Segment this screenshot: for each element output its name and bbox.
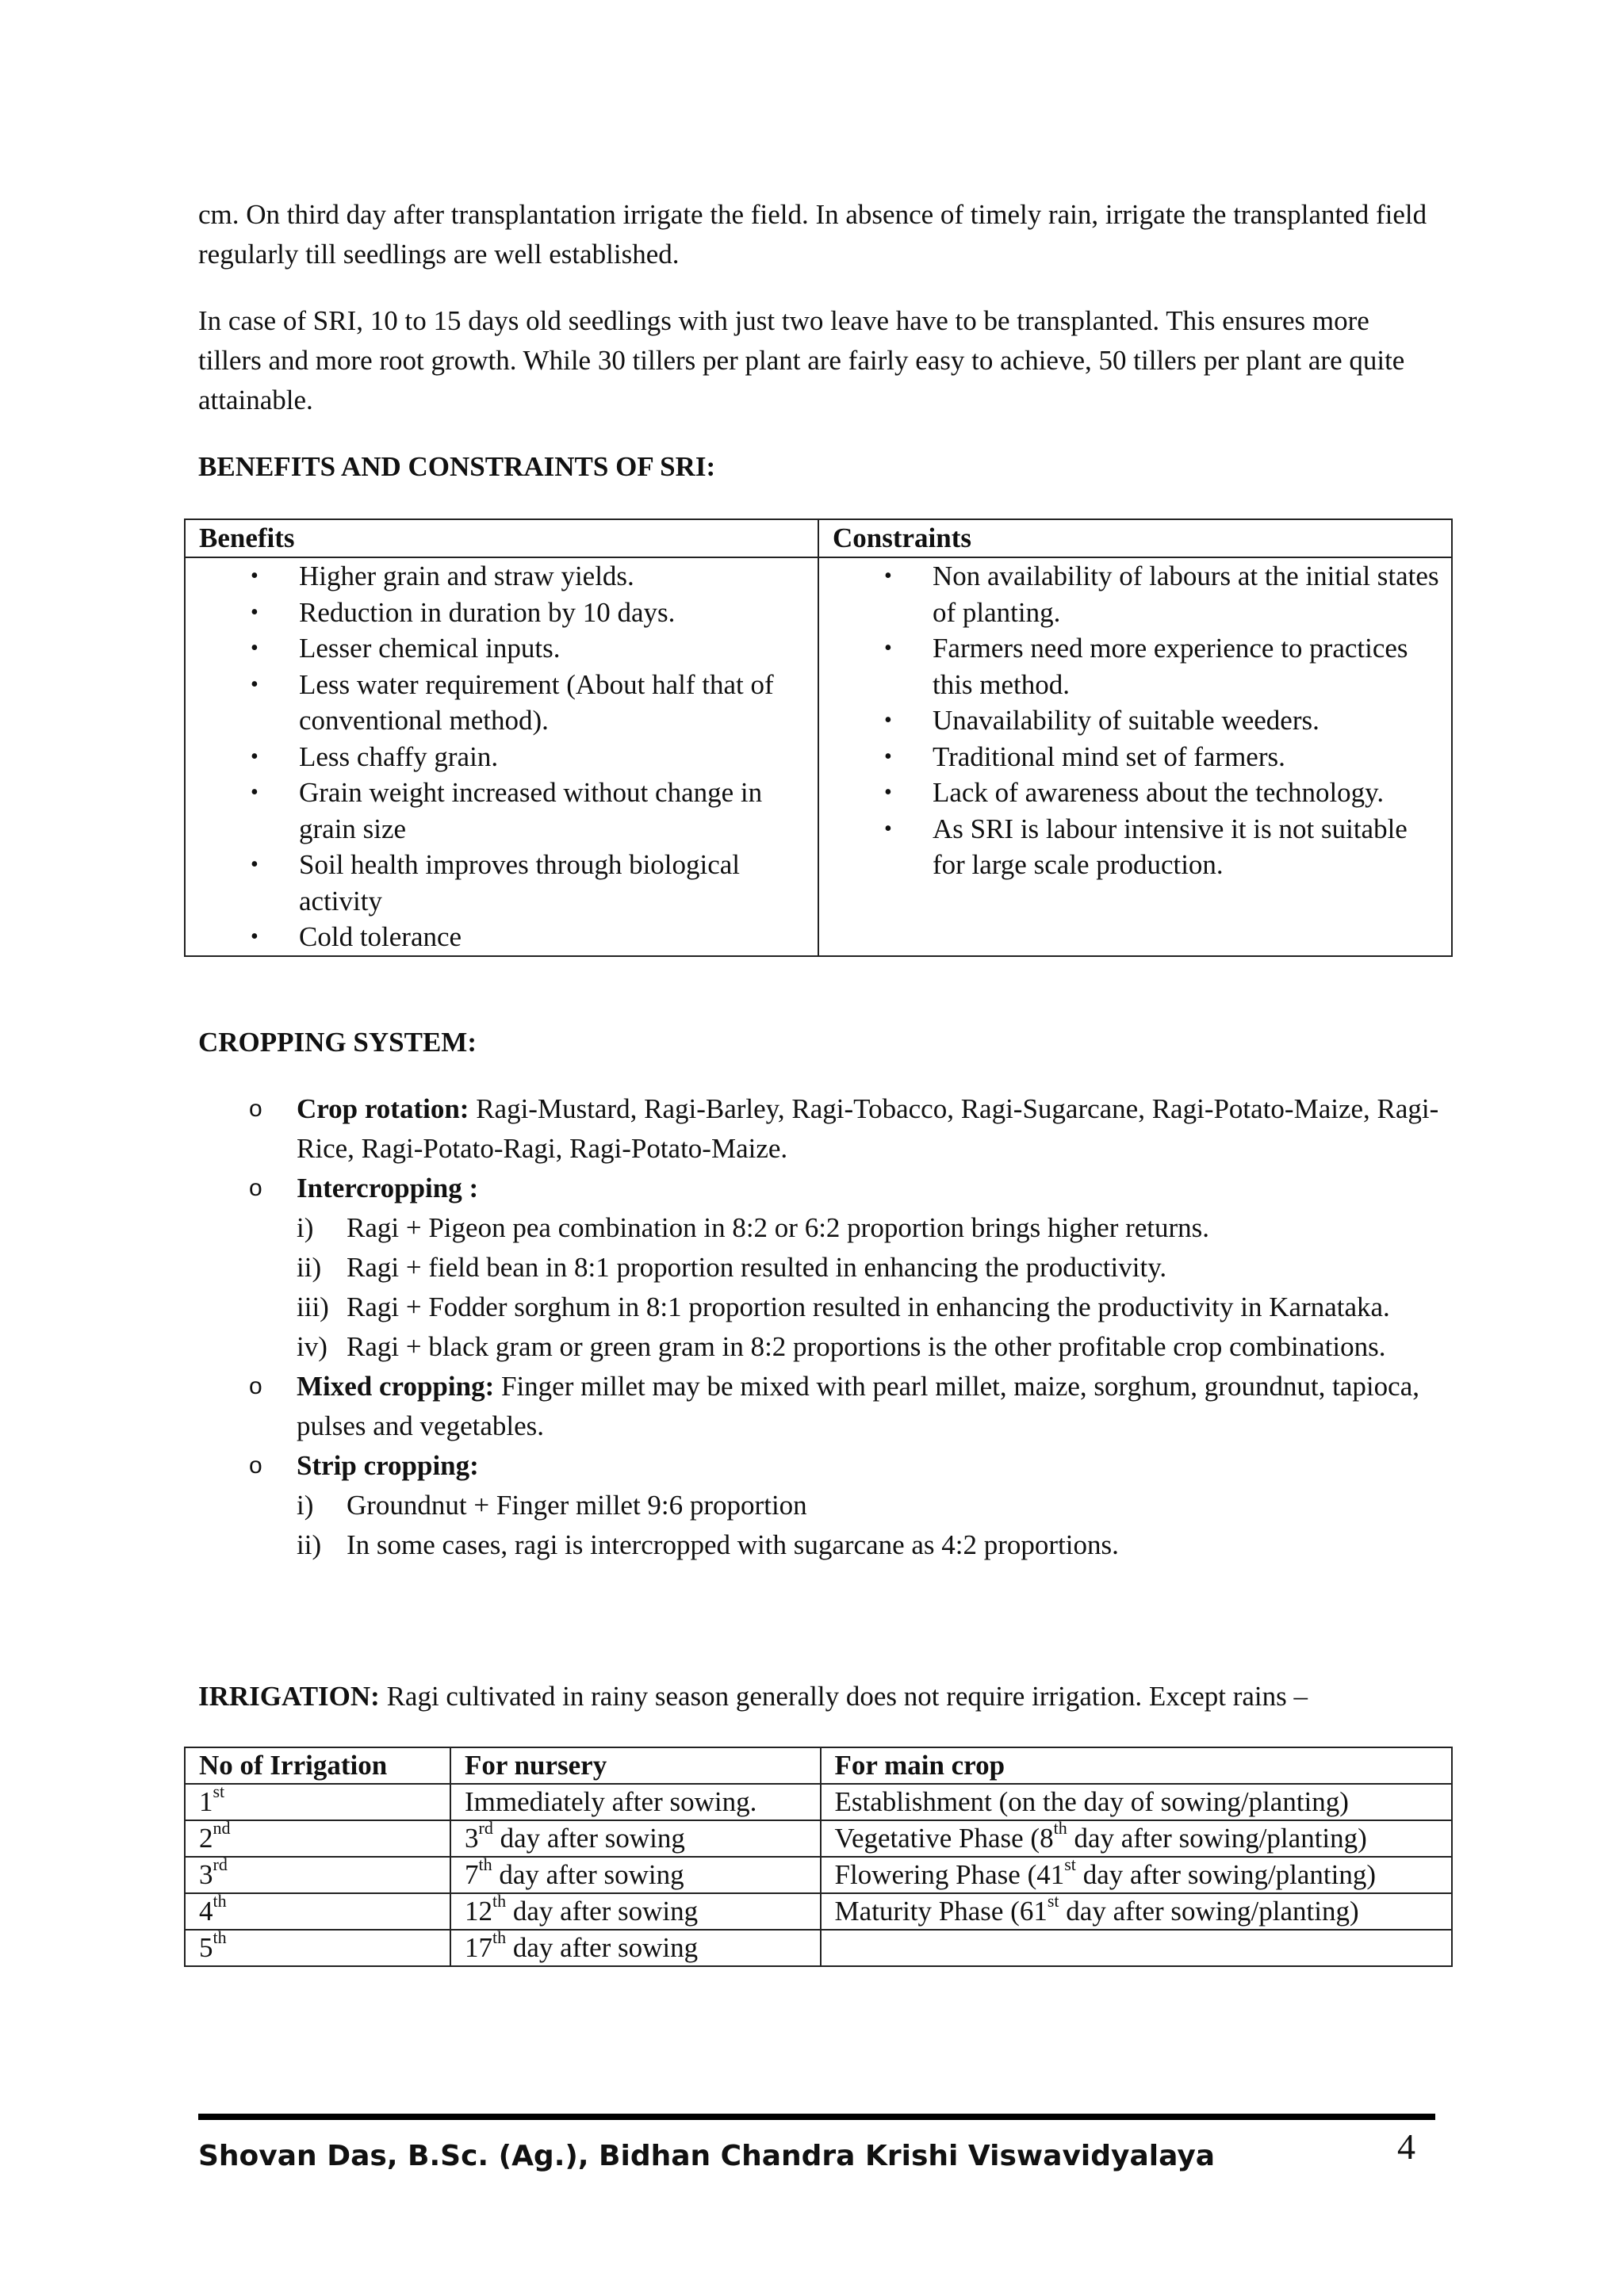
list-item [186,919,808,955]
item-text: Less water requirement (About half that of conventional method). [299,668,774,736]
irrigation-paragraph [198,1677,1308,1716]
list-item [297,1208,1467,1248]
item-text: Ragi + field bean in 8:1 proportion resulted in enhancing the productivity. [347,1252,1167,1283]
item-text: Grain weight increased without change in grain size [299,777,763,844]
main-crop-cell [821,1893,1452,1930]
cell-text: 17 [465,1932,493,1963]
benefits-list [186,558,808,955]
cell-text: 1 [199,1786,213,1817]
irrigation-header-no: No of Irrigation [185,1747,450,1784]
nursery-cell [450,1820,821,1857]
benefits-constraints-table [184,519,1453,957]
nursery-cell [450,1893,821,1930]
cell-text: day after sowing [492,1859,684,1890]
list-item [186,847,808,919]
list-item [297,1486,1467,1525]
irrigation-text: Ragi cultivated in rainy season generally does not require irrigation. Except rains – [379,1681,1308,1712]
list-item [819,558,1442,630]
benefits-header: Benefits [185,519,818,557]
list-item [186,667,808,739]
irrigation-header-nursery: For nursery [450,1747,821,1784]
main-crop-cell [821,1854,1452,1893]
item-text: Cold tolerance [299,921,462,952]
item-text: Lesser chemical inputs. [299,633,561,664]
item-text: Reduction in duration by 10 days. [299,596,676,628]
ordinal-suffix: st [1064,1854,1076,1875]
list-item [297,1288,1467,1327]
table-row [185,1784,1452,1820]
irrigation-number-cell [185,1893,450,1930]
crop-rotation-item [198,1089,1467,1169]
ordinal-suffix: rd [478,1818,493,1839]
irrigation-label: IRRIGATION: [198,1681,380,1712]
cell-text: 3 [465,1823,479,1854]
constraints-header: Constraints [818,519,1452,557]
ordinal-suffix: st [1047,1891,1059,1911]
item-text: Lack of awareness about the technology. [932,777,1385,808]
cell-text: Establishment (on the day of sowing/planting) [834,1786,1349,1817]
main-crop-cell [821,1820,1452,1857]
list-item [186,739,808,775]
item-text: In some cases, ragi is intercropped with sugarcane as 4:2 proportions. [347,1529,1119,1560]
table-row [185,1930,1452,1966]
list-marker: o [249,1373,262,1399]
cell-text: Immediately after sowing. [465,1786,757,1817]
bullet-icon: • [883,816,892,841]
intro-paragraph-2: In case of SRI, 10 to 15 days old seedlings with just two leave have to be transplanted. This ensures more tillers and more root growth. While 30 tillers per plant are fairly easy to achieve, 50 tillers per plant are quite attainable. [198,305,1405,415]
ordinal-suffix: th [213,1891,227,1911]
list-item [819,630,1442,702]
bullet-icon: • [251,599,259,625]
ordinal-suffix: st [213,1781,225,1802]
bullet-icon: • [251,636,259,660]
cell-text: day after sowing/planting) [1067,1823,1367,1854]
item-number: i) [297,1212,314,1243]
bullet-icon: • [883,708,892,733]
item-text: Ragi + Fodder sorghum in 8:1 proportion resulted in enhancing the productivity in Karnataka. [347,1292,1390,1322]
mixed-cropping-label: Mixed cropping: [297,1371,495,1402]
strip-cropping-list [297,1486,1467,1565]
ordinal-suffix: th [492,1891,507,1911]
list-item [297,1248,1467,1288]
bullet-icon: • [883,744,892,769]
crop-rotation-label: Crop rotation: [297,1093,469,1124]
list-item [819,775,1442,811]
item-text: Less chaffy grain. [299,740,499,772]
nursery-cell [450,1854,821,1893]
cell-text: 5 [199,1932,213,1963]
constraints-cell [818,557,1452,956]
irrigation-table-body [185,1781,1452,1966]
item-number: iv) [297,1331,327,1362]
intercropping-label: Intercropping : [297,1173,479,1203]
list-marker: o [249,1175,262,1201]
cell-text: 7 [465,1859,479,1890]
bullet-icon: • [251,564,259,588]
ordinal-suffix: th [492,1927,507,1948]
bullet-icon: • [883,636,892,660]
list-item [186,775,808,847]
cell-text: 2 [199,1823,213,1854]
cell-text: day after sowing/planting) [1075,1859,1377,1890]
ordinal-suffix: th [1053,1818,1067,1839]
list-marker: o [249,1096,262,1122]
irrigation-header-main: For main crop [821,1747,1452,1784]
item-text: Farmers need more experience to practices this method. [932,633,1408,700]
constraints-list [819,558,1442,883]
item-text: Ragi + Pigeon pea combination in 8:2 or 6:2 proportion brings higher returns. [347,1212,1210,1243]
item-text: Groundnut + Finger millet 9:6 proportion [347,1490,807,1521]
bullet-icon: • [251,924,259,949]
benefits-cell [185,557,818,956]
cell-text: day after sowing [492,1823,685,1854]
bullet-icon: • [883,780,892,805]
nursery-cell [450,1784,821,1820]
item-number: iii) [297,1292,329,1322]
mixed-cropping-item [198,1367,1467,1446]
intercropping-list [297,1208,1467,1367]
irrigation-number-cell [185,1781,450,1820]
list-item [297,1525,1467,1565]
irrigation-number-cell [185,1820,450,1857]
cell-text: Flowering Phase (41 [834,1859,1065,1890]
ordinal-suffix: th [478,1854,492,1875]
strip-cropping-item [198,1446,1467,1565]
cell-text: day after sowing [506,1896,699,1927]
item-text: As SRI is labour intensive it is not suitable for large scale production. [932,813,1408,880]
nursery-cell [450,1927,821,1966]
table-row [185,1820,1452,1857]
list-marker: o [249,1452,262,1479]
cell-text: 12 [465,1896,493,1927]
bullet-icon: • [883,564,892,588]
strip-cropping-label: Strip cropping: [297,1450,479,1481]
cell-text: Maturity Phase (61 [834,1896,1048,1927]
item-number: ii) [297,1529,322,1560]
item-text: Soil health improves through biological activity [299,849,741,916]
ordinal-suffix: nd [213,1818,231,1839]
mixed-cropping-text: Finger millet may be mixed with pearl millet, maize, sorghum, groundnut, tapioca, pulses and vegetables. [297,1371,1419,1441]
list-item [819,739,1442,775]
main-crop-cell [821,1784,1452,1820]
footer-author: Shovan Das, B.Sc. (Ag.), Bidhan Chandra Krishi Viswavidyalaya [198,2140,1216,2172]
bullet-icon: • [251,780,259,805]
item-number: ii) [297,1252,322,1283]
cell-text: 4 [199,1896,213,1927]
footer-rule [198,2114,1435,2120]
intro-section [198,195,1435,487]
list-item [819,811,1442,883]
item-text: Traditional mind set of farmers. [932,740,1285,772]
item-text: Unavailability of suitable weeders. [932,705,1320,736]
item-text: Non availability of labours at the initial states of planting. [932,561,1439,628]
cropping-heading: CROPPING SYSTEM: [198,1027,477,1058]
bullet-icon: • [251,672,259,697]
table-row [185,1857,1452,1893]
item-text: Higher grain and straw yields. [299,561,634,591]
irrigation-table [184,1747,1453,1967]
intercropping-item [198,1169,1467,1367]
table-row [185,1893,1452,1930]
page-number: 4 [1397,2126,1415,2167]
list-item [186,558,808,595]
cell-text: day after sowing [506,1932,699,1963]
item-number: i) [297,1490,314,1521]
cell-text: day after sowing/planting) [1059,1896,1359,1927]
list-item [297,1327,1467,1367]
ordinal-suffix: rd [213,1854,228,1875]
bullet-icon: • [251,744,259,769]
item-text: Ragi + black gram or green gram in 8:2 proportions is the other profitable crop combinations. [347,1331,1386,1362]
irrigation-number-cell [185,1927,450,1966]
list-item [186,630,808,667]
list-item [186,595,808,631]
cropping-list [198,1089,1467,1565]
intro-paragraph-1: cm. On third day after transplantation irrigate the field. In absence of timely rain, irrigate the transplanted field regularly till seedlings are well established. [198,199,1427,270]
cell-text: 3 [199,1859,213,1890]
sri-heading: BENEFITS AND CONSTRAINTS OF SRI: [198,451,716,482]
crop-rotation-text: Ragi-Mustard, Ragi-Barley, Ragi-Tobacco, Ragi-Sugarcane, Ragi-Potato-Maize, Ragi-Rice, Ragi-Potato-Ragi, Ragi-Potato-Maize. [297,1093,1439,1164]
cell-text: Vegetative Phase (8 [834,1823,1054,1854]
bullet-icon: • [251,852,259,877]
list-item [819,702,1442,739]
ordinal-suffix: th [213,1927,227,1948]
main-crop-cell [821,1930,1452,1966]
irrigation-number-cell [185,1854,450,1893]
